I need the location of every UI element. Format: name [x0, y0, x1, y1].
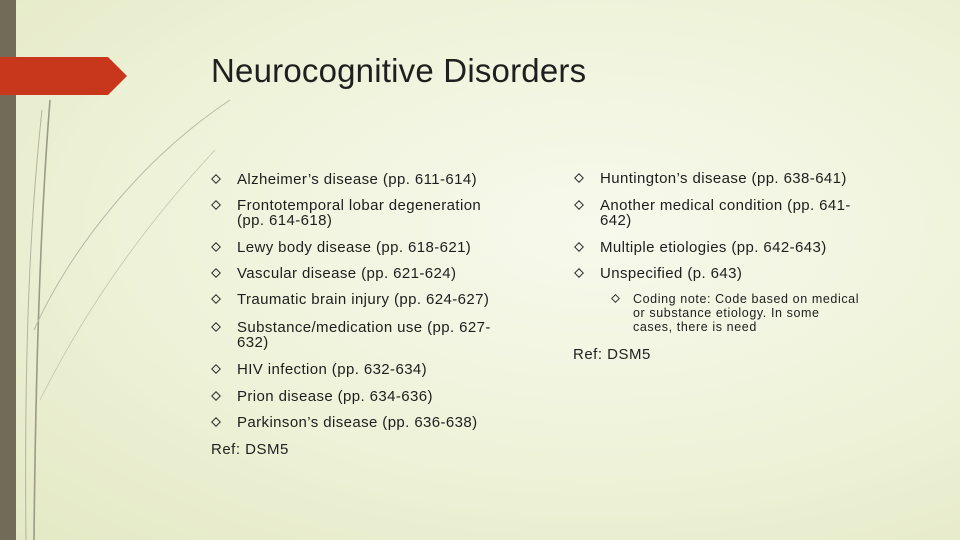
- list-item: [211, 389, 551, 404]
- diamond-bullet-icon: [211, 200, 221, 210]
- diamond-bullet-icon: [574, 268, 584, 278]
- list-item-label: Traumatic brain injury (pp. 624-627): [237, 291, 490, 308]
- diamond-bullet-icon: [211, 294, 221, 304]
- list-item-label: HIV infection (pp. 632-634): [237, 361, 428, 378]
- diamond-bullet-icon: [211, 417, 221, 427]
- list-item-label: Huntington’s disease (pp. 638-641): [600, 170, 847, 187]
- list-item-label: Substance/medication use (pp. 627- 632): [237, 319, 491, 351]
- list-item: [574, 266, 914, 281]
- page-title: Neurocognitive Disorders: [211, 52, 587, 89]
- list-item: [211, 320, 551, 350]
- list-item: [211, 362, 551, 377]
- diamond-bullet-icon: [211, 174, 221, 184]
- list-item-label: Frontotemporal lobar degeneration (pp. 614-618): [237, 197, 482, 229]
- list-item-label: Multiple etiologies (pp. 642-643): [600, 239, 827, 256]
- diamond-bullet-icon: [211, 364, 221, 374]
- sub-list-item-label: Coding note: Code based on medical or substance etiology. In some cases, there is need: [633, 292, 860, 334]
- diamond-bullet-icon: [574, 242, 584, 252]
- list-item-label: Alzheimer’s disease (pp. 611-614): [237, 171, 477, 188]
- reference-note: Ref: DSM5: [211, 441, 289, 458]
- diamond-bullet-icon: [211, 391, 221, 401]
- list-item-label: Another medical condition (pp. 641- 642): [600, 197, 851, 229]
- list-item-label: Prion disease (pp. 634-636): [237, 388, 433, 405]
- diamond-bullet-icon: [611, 294, 620, 303]
- sub-bullet-list: [611, 292, 911, 334]
- diamond-bullet-icon: [574, 200, 584, 210]
- list-item: [574, 198, 914, 228]
- list-item: [211, 266, 551, 281]
- list-item: [574, 171, 914, 186]
- list-item-label: Lewy body disease (pp. 618-621): [237, 239, 472, 256]
- sub-list-item: [611, 292, 911, 334]
- list-item-label: Vascular disease (pp. 621-624): [237, 265, 457, 282]
- diamond-bullet-icon: [211, 322, 221, 332]
- list-item: [211, 292, 551, 307]
- reference-note: Ref: DSM5: [573, 346, 651, 363]
- list-item: [211, 415, 551, 430]
- list-item: [211, 172, 551, 187]
- list-item: [211, 240, 551, 255]
- diamond-bullet-icon: [574, 173, 584, 183]
- diamond-bullet-icon: [211, 242, 221, 252]
- list-item: [574, 240, 914, 255]
- diamond-bullet-icon: [211, 268, 221, 278]
- list-item: [211, 198, 551, 228]
- list-item-label: Unspecified (p. 643): [600, 265, 743, 282]
- accent-tab: [0, 0, 130, 100]
- list-item-label: Parkinson’s disease (pp. 636-638): [237, 414, 478, 431]
